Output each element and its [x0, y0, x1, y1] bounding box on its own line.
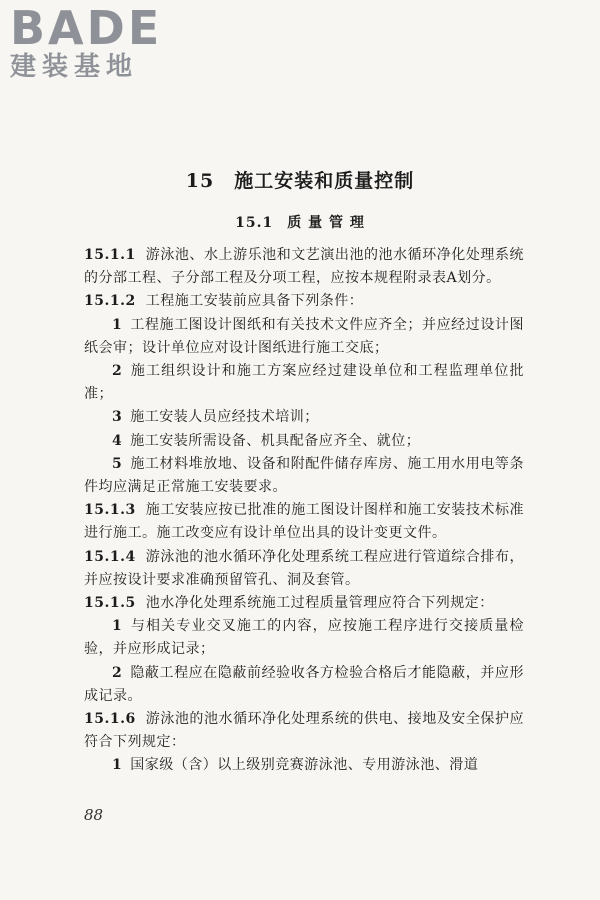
- page-number: 88: [84, 806, 104, 824]
- clause-15-1-3: [84, 499, 524, 545]
- chapter-number: 15: [185, 170, 215, 192]
- clause-15-1-2: [84, 290, 524, 313]
- item-text: 与相关专业交叉施工的内容，应按施工程序进行交接质量检验，并应形成记录；: [84, 618, 524, 658]
- clause-number: 15.1.4: [84, 548, 136, 565]
- item-number: 1: [112, 316, 123, 333]
- clause-text: 游泳池的池水循环净化处理系统工程应进行管道综合排布，并应按设计要求准确预留管孔、洞及套管。: [84, 548, 524, 588]
- item-number: 1: [112, 618, 123, 635]
- item-text: 隐蔽工程应在隐蔽前经验收各方检验合格后才能隐蔽，并应形成记录。: [84, 664, 524, 704]
- clause-number: 15.1.1: [84, 247, 136, 263]
- item-text: 工程施工图设计图纸和有关技术文件应齐全；并应经过设计图纸会审；设计单位应对设计图纸进行施工交底；: [84, 316, 524, 356]
- item-number: 1: [112, 757, 123, 774]
- clause-15-1-1: [84, 244, 524, 290]
- clause-15-1-6: [84, 708, 524, 754]
- clause-text: 工程施工安装前应具备下列条件：: [145, 293, 364, 310]
- item-text: 施工安装人员应经技术培训；: [130, 409, 319, 426]
- item-number: 2: [112, 664, 123, 681]
- list-item: [84, 406, 524, 429]
- chapter-title-text: 施工安装和质量控制: [234, 170, 415, 192]
- list-item: [84, 615, 524, 661]
- clause-15-1-5: [84, 592, 524, 615]
- list-item: [84, 314, 524, 360]
- clause-15-1-4: [84, 546, 524, 592]
- clause-text: 施工安装应按已批准的施工图设计图样和施工安装技术标准进行施工。施工改变应有设计单位出具的设计变更文件。: [84, 502, 524, 542]
- bade-logo: [10, 2, 162, 82]
- section-number: 15.1: [235, 215, 274, 231]
- item-number: 2: [112, 363, 123, 380]
- item-number: 3: [112, 409, 123, 426]
- clause-number: 15.1.3: [84, 502, 136, 519]
- item-number: 4: [112, 432, 123, 449]
- item-text: 国家级（含）以上级别竞赛游泳池、专用游泳池、滑道: [130, 757, 479, 774]
- clause-text: 游泳池的池水循环净化处理系统的供电、接地及安全保护应符合下列规定：: [84, 711, 524, 751]
- item-text: 施工组织设计和施工方案应经过建设单位和工程监理单位批准；: [84, 363, 524, 403]
- list-item: [84, 360, 524, 406]
- logo-text-en: BADE: [10, 1, 163, 55]
- document-body: [84, 244, 524, 778]
- section-title: [0, 212, 600, 232]
- clause-text: 游泳池、水上游乐池和文艺演出池的池水循环净化处理系统的分部工程、子分部工程及分项工程，应按本规程附录表A划分。: [84, 247, 524, 287]
- section-title-text: 质 量 管 理: [287, 215, 365, 231]
- clause-text: 池水净化处理系统施工过程质量管理应符合下列规定：: [145, 595, 494, 612]
- item-number: 5: [112, 455, 123, 472]
- clause-number: 15.1.5: [84, 595, 136, 612]
- list-item: [84, 430, 524, 453]
- chapter-title: [0, 166, 600, 193]
- clause-number: 15.1.2: [84, 293, 136, 310]
- list-item: [84, 453, 524, 499]
- logo-text-cn: 建装基地: [10, 52, 139, 82]
- item-text: 施工材料堆放地、设备和附配件储存库房、施工用水用电等条件均应满足正常施工安装要求。: [84, 455, 524, 496]
- list-item: [84, 754, 524, 777]
- item-text: 施工安装所需设备、机具配备应齐全、就位；: [130, 432, 421, 449]
- list-item: [84, 662, 524, 708]
- clause-number: 15.1.6: [84, 711, 136, 728]
